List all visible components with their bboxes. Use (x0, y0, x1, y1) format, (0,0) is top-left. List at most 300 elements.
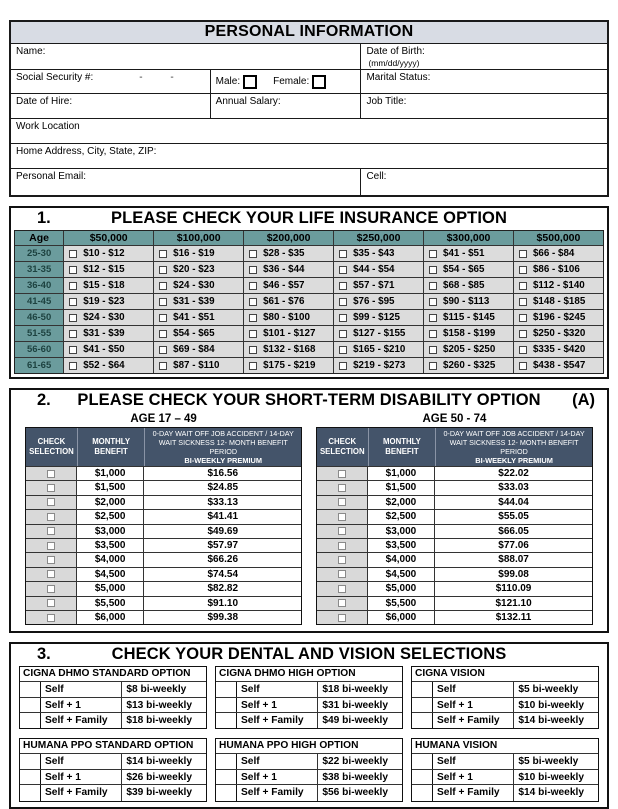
life-option-checkbox[interactable] (159, 346, 167, 354)
premium-range: $35 - $43 (353, 248, 395, 259)
life-option-cell (63, 326, 153, 341)
name-field[interactable] (11, 44, 361, 69)
life-option-checkbox[interactable] (519, 314, 527, 322)
biweekly-premium-value: $24.85 (207, 482, 239, 494)
monthly-benefit-value: $5,500 (77, 597, 144, 610)
disability-row (26, 610, 301, 624)
plan-checkbox[interactable] (216, 698, 237, 712)
life-option-checkbox[interactable] (69, 346, 77, 354)
life-option-cell (63, 246, 153, 261)
life-option-checkbox[interactable] (429, 330, 437, 338)
life-option-cell (513, 326, 603, 341)
monthly-benefit-value: $1,000 (368, 467, 435, 480)
life-option-checkbox[interactable] (339, 298, 347, 306)
plan-checkbox[interactable] (412, 754, 433, 768)
premium-range: $46 - $57 (263, 280, 305, 291)
tier-price: $31 bi-weekly (322, 699, 389, 711)
disability-header (11, 390, 607, 412)
monthly-benefit-value: $3,500 (77, 539, 144, 552)
age-range-label: 46-50 (15, 310, 63, 325)
life-option-checkbox[interactable] (429, 314, 437, 322)
premium-header (144, 428, 301, 466)
disability-option-checkbox[interactable] (338, 585, 346, 593)
annual-salary-label: Annual Salary: (215, 96, 281, 107)
tier-label: Self + 1 (41, 698, 122, 712)
life-option-checkbox[interactable] (249, 314, 257, 322)
life-option-cell (423, 310, 513, 325)
disability-option-checkbox[interactable] (47, 556, 55, 564)
life-option-checkbox[interactable] (339, 314, 347, 322)
life-option-checkbox[interactable] (69, 362, 77, 370)
biweekly-premium-value: $16.56 (207, 468, 239, 479)
tier-label: Self (41, 754, 122, 768)
life-option-checkbox[interactable] (339, 330, 347, 338)
tier-label: Self (41, 682, 122, 696)
tier-price: $49 bi-weekly (322, 715, 389, 727)
humana-plan-group (11, 738, 607, 801)
check-selection-cell (317, 510, 368, 523)
monthly-benefit-value: $6,000 (77, 611, 144, 624)
premium-range: $148 - $185 (532, 296, 586, 307)
disability-option-checkbox[interactable] (338, 614, 346, 622)
disability-option-checkbox[interactable] (338, 570, 346, 578)
work-location-field[interactable] (11, 119, 607, 143)
tier-label: Self (433, 754, 514, 768)
life-option-checkbox[interactable] (159, 266, 167, 274)
disability-option-checkbox[interactable] (47, 513, 55, 521)
plan-tier-row (20, 682, 206, 697)
disability-option-checkbox[interactable] (338, 470, 346, 478)
life-option-checkbox[interactable] (339, 250, 347, 258)
name-label: Name: (16, 46, 46, 57)
disability-option-checkbox[interactable] (47, 527, 55, 535)
life-insurance-header (11, 208, 607, 230)
life-option-checkbox[interactable] (249, 362, 257, 370)
life-option-checkbox[interactable] (429, 298, 437, 306)
plan-checkbox[interactable] (412, 785, 433, 800)
disability-row (317, 596, 592, 610)
dob-field[interactable] (361, 44, 607, 69)
biweekly-premium-value: $77.06 (498, 539, 529, 551)
female-checkbox[interactable] (312, 75, 326, 89)
premium-range: $16 - $19 (173, 248, 215, 259)
life-option-cell (333, 342, 423, 357)
life-option-cell (513, 358, 603, 373)
cell-phone-field[interactable] (361, 169, 607, 195)
life-option-checkbox[interactable] (159, 250, 167, 258)
tier-label: Self + 1 (433, 770, 514, 784)
premium-range: $86 - $106 (532, 264, 580, 275)
life-option-cell (153, 278, 243, 293)
disability-option-checkbox[interactable] (338, 513, 346, 521)
plan-tier-row (216, 770, 402, 785)
monthly-benefit-header: MONTHLY BENEFIT (77, 428, 144, 466)
age-range-label: 56-60 (15, 342, 63, 357)
monthly-benefit-value: $1,500 (368, 481, 435, 494)
life-table-row (15, 357, 603, 373)
monthly-benefit-value: $4,000 (77, 553, 144, 566)
plan-checkbox[interactable] (216, 785, 237, 800)
life-option-cell (153, 310, 243, 325)
monthly-benefit-value: $1,500 (77, 481, 144, 494)
plan-tier-row (412, 754, 598, 769)
biweekly-premium-value: $33.13 (207, 496, 239, 508)
premium-subheader: BI-WEEKLY PREMIUM (184, 455, 263, 465)
life-option-checkbox[interactable] (339, 282, 347, 290)
life-option-checkbox[interactable] (519, 298, 527, 306)
premium-range: $69 - $84 (173, 344, 215, 355)
disability-row (317, 538, 592, 552)
disability-option-checkbox[interactable] (338, 498, 346, 506)
disability-option-checkbox[interactable] (338, 542, 346, 550)
plan-checkbox[interactable] (20, 698, 41, 712)
life-option-cell (333, 278, 423, 293)
plan-tier-row (412, 698, 598, 713)
life-table-row (15, 261, 603, 277)
life-option-cell (63, 358, 153, 373)
monthly-benefit-value: $5,500 (368, 597, 435, 610)
tier-label: Self + 1 (237, 770, 318, 784)
premium-range: $196 - $245 (532, 312, 586, 323)
disability-option-checkbox[interactable] (47, 585, 55, 593)
life-option-cell (513, 342, 603, 357)
life-option-checkbox[interactable] (429, 282, 437, 290)
biweekly-premium-value: $57.97 (207, 539, 239, 551)
plan-tier-row (216, 682, 402, 697)
biweekly-premium-value: $91.10 (207, 597, 239, 609)
plan-title: CIGNA DHMO STANDARD OPTION (20, 667, 206, 682)
life-option-cell (243, 326, 333, 341)
premium-range: $165 - $210 (353, 344, 406, 355)
life-option-checkbox[interactable] (69, 282, 77, 290)
check-selection-cell (26, 568, 77, 581)
plan-checkbox[interactable] (20, 682, 41, 696)
life-option-cell (153, 246, 243, 261)
coverage-column-header: $200,000 (243, 231, 333, 245)
disability-row (317, 552, 592, 566)
life-option-cell (243, 262, 333, 277)
tier-price: $56 bi-weekly (322, 787, 389, 799)
plan-title: HUMANA PPO STANDARD OPTION (20, 739, 206, 754)
biweekly-premium-value: $41.41 (207, 511, 239, 523)
life-option-checkbox[interactable] (159, 298, 167, 306)
disability-row (317, 524, 592, 538)
plan-title: CIGNA DHMO HIGH OPTION (216, 667, 402, 682)
life-option-cell (423, 294, 513, 309)
monthly-benefit-value: $4,000 (368, 553, 435, 566)
check-selection-cell (26, 525, 77, 538)
life-option-checkbox[interactable] (69, 298, 77, 306)
biweekly-premium-value: $99.08 (498, 568, 529, 580)
tier-price: $14 bi-weekly (518, 787, 585, 799)
job-title-label: Job Title: (366, 96, 407, 107)
life-option-checkbox[interactable] (249, 298, 257, 306)
premium-range: $80 - $100 (263, 312, 310, 323)
plan-tier-row (216, 713, 402, 728)
premium-range: $31 - $39 (83, 328, 125, 339)
age-range-label: 31-35 (15, 262, 63, 277)
tier-label: Self + Family (433, 713, 514, 728)
disability-table-young (25, 413, 302, 625)
disability-row (317, 581, 592, 595)
tier-price: $5 bi-weekly (518, 684, 579, 696)
tier-label: Self + Family (433, 785, 514, 800)
disability-option-checkbox[interactable] (47, 570, 55, 578)
life-table-row (15, 309, 603, 325)
disability-option-checkbox[interactable] (47, 614, 55, 622)
check-selection-cell (26, 539, 77, 552)
plan-tier-row (412, 682, 598, 697)
life-option-checkbox[interactable] (519, 250, 527, 258)
check-selection-cell (26, 481, 77, 494)
tier-price: $14 bi-weekly (126, 756, 193, 768)
life-option-cell (333, 246, 423, 261)
life-option-cell (153, 294, 243, 309)
premium-range: $12 - $15 (83, 264, 125, 275)
plan-tier-row (20, 713, 206, 728)
check-selection-cell (26, 582, 77, 595)
premium-range: $99 - $125 (353, 312, 400, 323)
life-option-checkbox[interactable] (159, 362, 167, 370)
life-option-cell (333, 294, 423, 309)
tier-price: $22 bi-weekly (322, 756, 389, 768)
name-row (11, 44, 607, 70)
life-option-checkbox[interactable] (69, 266, 77, 274)
life-option-checkbox[interactable] (519, 362, 527, 370)
premium-range: $101 - $127 (263, 328, 316, 339)
tier-price: $8 bi-weekly (126, 684, 187, 696)
biweekly-premium-value: $121.10 (495, 597, 532, 609)
home-address-label: Home Address, City, State, ZIP: (16, 146, 157, 157)
monthly-benefit-value: $2,500 (77, 510, 144, 523)
plan-checkbox[interactable] (20, 785, 41, 800)
premium-range: $41 - $51 (443, 248, 485, 259)
check-selection-cell (317, 568, 368, 581)
premium-range: $41 - $51 (173, 312, 215, 323)
life-option-checkbox[interactable] (519, 282, 527, 290)
disability-option-checkbox[interactable] (338, 599, 346, 607)
life-option-checkbox[interactable] (519, 266, 527, 274)
premium-range: $15 - $18 (83, 280, 125, 291)
date-of-hire-field[interactable] (11, 94, 211, 118)
monthly-benefit-value: $4,500 (77, 568, 144, 581)
life-option-cell (63, 342, 153, 357)
plan-tier-row (412, 713, 598, 728)
life-option-checkbox[interactable] (159, 314, 167, 322)
plan-checkbox[interactable] (20, 754, 41, 768)
monthly-benefit-value: $6,000 (368, 611, 435, 624)
plan-checkbox[interactable] (216, 754, 237, 768)
life-option-cell (63, 262, 153, 277)
premium-range: $20 - $23 (173, 264, 215, 275)
biweekly-premium-value: $66.26 (207, 554, 239, 566)
check-selection-header: CHECK SELECTION (29, 436, 74, 456)
life-option-checkbox[interactable] (429, 346, 437, 354)
plan-checkbox[interactable] (412, 698, 433, 712)
plan-checkbox[interactable] (412, 682, 433, 696)
life-table-header-row (15, 231, 603, 245)
biweekly-premium-value: $99.38 (207, 611, 239, 623)
premium-range: $24 - $30 (173, 280, 215, 291)
marital-status-field[interactable] (361, 70, 607, 93)
section-2-suffix: (A) (572, 391, 595, 409)
disability-option-checkbox[interactable] (338, 556, 346, 564)
plan-checkbox[interactable] (20, 770, 41, 784)
life-option-checkbox[interactable] (249, 282, 257, 290)
check-selection-cell (317, 496, 368, 509)
disability-row (317, 466, 592, 480)
life-option-cell (153, 326, 243, 341)
coverage-column-header: $500,000 (513, 231, 603, 245)
life-option-checkbox[interactable] (249, 250, 257, 258)
ssn-field[interactable] (11, 70, 211, 93)
plan-checkbox[interactable] (216, 713, 237, 728)
life-option-checkbox[interactable] (249, 266, 257, 274)
ssn-row (11, 70, 607, 94)
life-option-checkbox[interactable] (69, 250, 77, 258)
disability-option-checkbox[interactable] (338, 527, 346, 535)
disability-row (26, 538, 301, 552)
life-option-cell (153, 342, 243, 357)
life-table-row (15, 325, 603, 341)
job-title-field[interactable] (361, 94, 607, 118)
group-gap (11, 729, 607, 738)
life-table-row (15, 277, 603, 293)
plan-tier-row (20, 770, 206, 785)
disability-table-header (26, 428, 301, 466)
biweekly-premium-value: $88.07 (498, 554, 529, 566)
premium-range: $438 - $547 (532, 360, 586, 371)
check-selection-cell (26, 611, 77, 624)
plan-title: HUMANA PPO HIGH OPTION (216, 739, 402, 754)
life-table-row (15, 293, 603, 309)
disability-row (317, 567, 592, 581)
tier-price: $38 bi-weekly (322, 771, 389, 783)
monthly-benefit-value: $2,000 (77, 496, 144, 509)
check-selection-cell (317, 539, 368, 552)
monthly-benefit-value: $5,000 (368, 582, 435, 595)
life-option-cell (333, 310, 423, 325)
premium-header-text: 0-DAY WAIT OFF JOB ACCIDENT / 14-DAY WAIT SICKNESS 12- MONTH BENEFIT PERIOD (152, 428, 294, 456)
life-insurance-section (9, 206, 609, 379)
personal-email-label: Personal Email: (16, 171, 87, 182)
life-option-checkbox[interactable] (249, 346, 257, 354)
work-location-label: Work Location (16, 121, 80, 132)
tier-price: $13 bi-weekly (126, 699, 193, 711)
life-option-checkbox[interactable] (69, 330, 77, 338)
premium-range: $57 - $71 (353, 280, 395, 291)
monthly-benefit-value: $2,000 (368, 496, 435, 509)
life-option-checkbox[interactable] (519, 330, 527, 338)
coverage-column-header: $100,000 (153, 231, 243, 245)
disability-option-checkbox[interactable] (47, 542, 55, 550)
life-option-checkbox[interactable] (429, 266, 437, 274)
premium-range: $31 - $39 (173, 296, 215, 307)
personal-email-field[interactable] (11, 169, 361, 195)
life-option-checkbox[interactable] (339, 362, 347, 370)
age-column-header: Age (15, 231, 63, 245)
home-address-field[interactable] (11, 144, 607, 168)
life-option-checkbox[interactable] (159, 330, 167, 338)
disability-option-checkbox[interactable] (47, 470, 55, 478)
section-3-bottom-padding (11, 802, 607, 807)
disability-option-checkbox[interactable] (47, 484, 55, 492)
plan-checkbox[interactable] (216, 682, 237, 696)
premium-range: $66 - $84 (532, 248, 575, 259)
male-checkbox[interactable] (243, 75, 257, 89)
life-option-cell (63, 310, 153, 325)
disability-option-checkbox[interactable] (338, 484, 346, 492)
life-option-cell (243, 342, 333, 357)
life-option-checkbox[interactable] (249, 330, 257, 338)
life-option-checkbox[interactable] (429, 250, 437, 258)
tier-label: Self (433, 682, 514, 696)
tier-label: Self + 1 (41, 770, 122, 784)
disability-row (26, 480, 301, 494)
life-option-checkbox[interactable] (69, 314, 77, 322)
age-range-label: 41-45 (15, 294, 63, 309)
premium-range: $68 - $85 (443, 280, 485, 291)
check-selection-cell (26, 553, 77, 566)
tier-label: Self + Family (237, 713, 318, 728)
disability-row (26, 466, 301, 480)
plan-tier-row (412, 785, 598, 800)
life-option-cell (423, 246, 513, 261)
premium-range: $127 - $155 (353, 328, 406, 339)
work-location-row (11, 119, 607, 144)
dob-label: Date of Birth: (366, 46, 425, 57)
disability-option-checkbox[interactable] (47, 498, 55, 506)
disability-table-senior (316, 413, 593, 625)
life-option-checkbox[interactable] (339, 266, 347, 274)
premium-range: $24 - $30 (83, 312, 125, 323)
plan-checkbox[interactable] (216, 770, 237, 784)
premium-range: $52 - $64 (83, 360, 125, 371)
premium-range: $36 - $44 (263, 264, 305, 275)
life-option-cell (423, 278, 513, 293)
annual-salary-field[interactable] (211, 94, 362, 118)
life-option-cell (513, 262, 603, 277)
plan-checkbox[interactable] (412, 770, 433, 784)
plan-tier-row (412, 770, 598, 785)
life-option-cell (243, 358, 333, 373)
life-option-checkbox[interactable] (339, 346, 347, 354)
life-option-cell (63, 278, 153, 293)
check-selection-cell (26, 510, 77, 523)
plan-checkbox[interactable] (412, 713, 433, 728)
age-group-label: AGE 17 – 49 (130, 413, 197, 425)
life-option-checkbox[interactable] (519, 346, 527, 354)
biweekly-premium-value: $110.09 (495, 583, 532, 595)
check-selection-cell (26, 496, 77, 509)
home-address-row (11, 144, 607, 169)
life-option-checkbox[interactable] (159, 282, 167, 290)
premium-range: $175 - $219 (263, 360, 316, 371)
monthly-benefit-value: $1,000 (77, 467, 144, 480)
tier-label: Self (237, 682, 318, 696)
life-option-checkbox[interactable] (429, 362, 437, 370)
disability-row (26, 552, 301, 566)
life-option-cell (513, 246, 603, 261)
plan-checkbox[interactable] (20, 713, 41, 728)
coverage-column-header: $300,000 (423, 231, 513, 245)
disability-option-checkbox[interactable] (47, 599, 55, 607)
dental-vision-section (9, 642, 609, 808)
check-selection-cell (317, 611, 368, 624)
age-group-label: AGE 50 - 74 (422, 413, 487, 425)
premium-range: $335 - $420 (532, 344, 586, 355)
monthly-benefit-value: $4,500 (368, 568, 435, 581)
